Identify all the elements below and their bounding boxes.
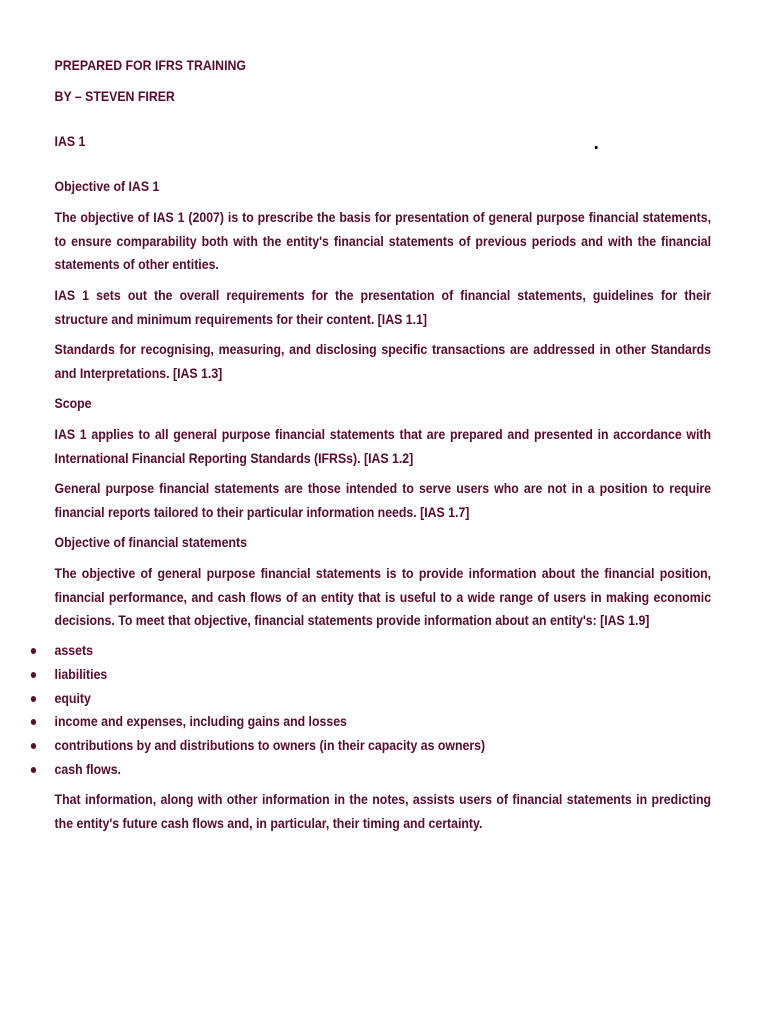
fs-objective-heading: Objective of financial statements <box>54 534 247 550</box>
list-item <box>55 687 711 711</box>
list-item-text: assets <box>54 642 93 658</box>
list-item-text: equity <box>54 689 91 706</box>
standard-title: IAS 1 <box>54 133 86 149</box>
fs-objective-paragraph: The objective of general purpose financial statements is to provide information about the financial position, financial performance, and cash flows of an entity that is useful to a wide range of users in making economic decisions. To meet that objective, financial statements provide information about an entity's: [IAS 1.9] <box>54 565 712 628</box>
scope-paragraph-2: General purpose financial statements are those intended to serve users who are not in a position to require financial reports tailored to their particular information needs. [IAS 1.7] <box>54 480 712 520</box>
closing-paragraph: That information, along with other information in the notes, assists users of financial statements in predicting the entity's future cash flows and, in particular, their timing and certainty. <box>54 791 712 831</box>
bullet-icon <box>31 696 36 702</box>
objective-paragraph-2: IAS 1 sets out the overall requirements for the presentation of financial statements, guidelines for their structure and minimum requirements for their content. [IAS 1.1] <box>54 287 712 327</box>
list-item-text: income and expenses, including gains and losses <box>54 713 347 730</box>
list-item <box>55 663 711 687</box>
scope-paragraph-1: IAS 1 applies to all general purpose financial statements that are prepared and presented in accordance with International Financial Reporting Standards (IFRSs). [IAS 1.2] <box>54 426 712 466</box>
bullet-icon <box>31 767 36 773</box>
scope-heading: Scope <box>54 395 92 411</box>
prepared-for-line: PREPARED FOR IFRS TRAINING <box>54 57 246 73</box>
information-list <box>55 639 711 782</box>
list-item-text: cash flows. <box>54 760 121 777</box>
objective-paragraph-1: The objective of IAS 1 (2007) is to prescribe the basis for presentation of general purpose financial statements, to ensure comparability both with the entity's financial statements of previous periods and with the financial statements of other entities. <box>54 209 712 272</box>
objective-paragraph-3: Standards for recognising, measuring, and disclosing specific transactions are addressed in other Standards and Interpretations. [IAS 1.3] <box>54 341 712 381</box>
author-line: BY – STEVEN FIRER <box>54 88 175 104</box>
objective-heading: Objective of IAS 1 <box>54 178 160 194</box>
bullet-icon <box>31 648 36 654</box>
list-item-text: liabilities <box>54 665 108 682</box>
list-item <box>55 734 711 758</box>
list-item <box>55 710 711 734</box>
list-item <box>55 758 711 782</box>
bullet-icon <box>31 743 36 749</box>
list-item <box>55 639 711 663</box>
stray-mark <box>595 146 598 149</box>
bullet-icon <box>31 719 36 725</box>
list-item-text: contributions by and distributions to owners (in their capacity as owners) <box>54 737 486 754</box>
bullet-icon <box>31 672 36 678</box>
